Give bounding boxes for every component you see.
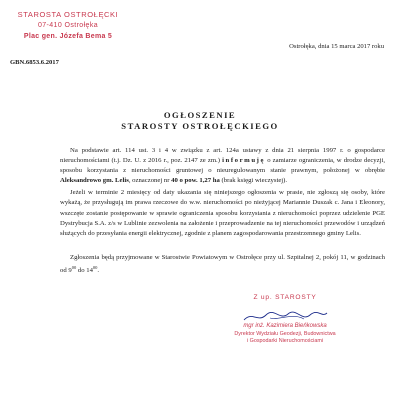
signature-role: Z up. STAROSTY [253, 294, 317, 301]
land-register-note: (brak księgi wieczystej). [221, 177, 288, 185]
stamp-postal-city: 07-410 Ostrołęka [37, 22, 99, 29]
stamp-office-name: STAROSTA OSTROŁĘCKI [17, 10, 119, 19]
submission-text: Zgłoszenia będą przyjmowane w Starostwie Powiatowym w Ostrołęce przy ul. Szpitalnej 2, pokój 11, w godzinach od 9 [60, 253, 385, 275]
stamp-address: Plac gen. Józefa Bema 5 [23, 33, 113, 40]
signature-block [225, 294, 345, 345]
signatory-title-line2: i Gospodarki Nieruchomościami [246, 337, 324, 344]
signatory-title-line1: Dyrektor Wydziału Geodezji, Budownictwa [234, 330, 336, 337]
paragraph-submissions [60, 253, 385, 276]
submission-text-to: do 14 [77, 267, 93, 275]
submission-end: . [97, 267, 100, 275]
intent-text: o zamiarze ograniczenia, w drodze decyzji, sposobu korzystania z nieruchomości gruntowej o nieuregulowanym stanie prawnym, położonej w obrębie [60, 157, 386, 175]
hour-from-minutes: 00 [71, 264, 77, 270]
plot-number-area: 40 o pow. 1,27 ha [171, 177, 220, 185]
document-title: OGŁOSZENIE [163, 110, 237, 120]
hour-to-minutes: 00 [92, 264, 98, 270]
document-subtitle: STAROSTY OSTROŁĘCKIEGO [121, 121, 279, 131]
document-date: Ostrołęka, dnia 15 marca 2017 roku [289, 43, 384, 50]
office-stamp [8, 9, 128, 42]
plot-label: , oznaczonej nr [128, 177, 170, 185]
reference-number: GBN.6853.6.2017 [10, 59, 59, 66]
property-location: Aleksandrowo gm. Lelis [60, 177, 129, 185]
legal-basis-text: Na podstawie art. 114 ust. 3 i 4 w związku z art. 124a ustawy z dnia 21 sierpnia 1997 r. o gospodarce nieruchomościami (t.j. Dz. U. z 2016 r., poz. 2147 ze zm.) [60, 147, 385, 165]
announcement-body [60, 146, 385, 276]
informs-word: informuję [222, 157, 266, 165]
paragraph-legal-basis [60, 146, 385, 186]
signatory-name: mgr inż. Kazimiera Bieńkowska [243, 323, 327, 329]
paragraph-claims: Jeżeli w terminie 2 miesięcy od daty ukazania się niniejszego ogłoszenia w prasie, nie zgłoszą się osoby, które wykażą, że przysługują im prawa rzeczowe do w.w. nieruchomości po nieżyjącej Mariannie Duszak c. Jana i Eleonory, wszczęte zostanie postępowanie w sprawie ograniczenia sposobu korzystania z nieruchomości poprzez udzielenie PGE Dystrybucja S.A. z/s w Lublinie zezwolenia na założenie i przeprowadzenie na tej nieruchomości przewodów i urządzeń służących do przesyłania energii elektrycznej, zgodnie z planem zagospodarowania przestrzennego gminy Lelis. [60, 189, 385, 237]
